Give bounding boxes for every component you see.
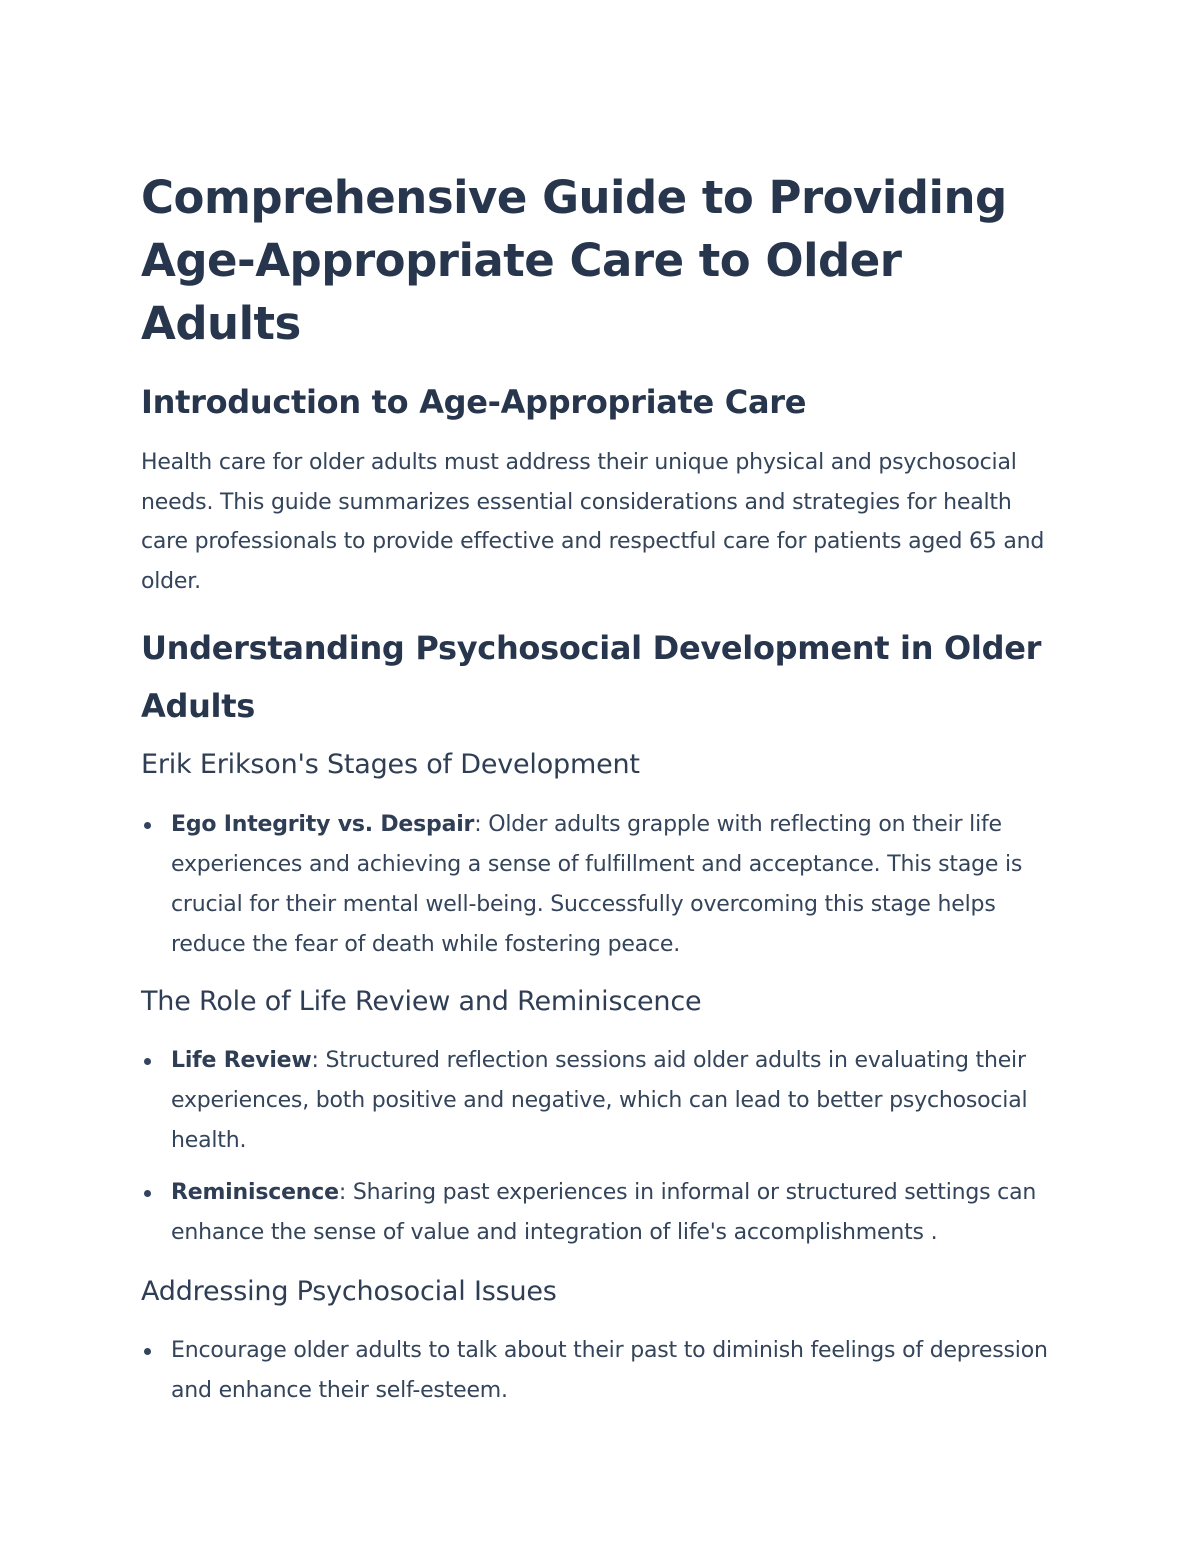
list-item-term: Life Review [171, 1048, 312, 1073]
document-title: Comprehensive Guide to Providing Age-Appropriate Care to Older Adults [141, 171, 1007, 350]
list-item-term: Reminiscence [171, 1180, 339, 1205]
psychosocial-issues-list [141, 1331, 1060, 1411]
erikson-list [141, 805, 1060, 965]
intro-paragraph: Health care for older adults must address their unique physical and psychosocial needs. This guide summarizes essential considerations and strategies for health care professionals to provide effective and respectful care for patients aged 65 and older. [141, 450, 1045, 594]
list-item-text: : Structured reflection sessions aid older adults in evaluating their experiences, both positive and negative, which can lead to better psychosocial health. [171, 1048, 1028, 1153]
list-item [171, 1041, 1060, 1161]
psychosocial-issues-heading: Addressing Psychosocial Issues [141, 1276, 557, 1307]
life-review-list [141, 1041, 1060, 1253]
psychosocial-heading: Understanding Psychosocial Development in Older Adults [141, 629, 1042, 725]
bullet-icon [144, 1348, 151, 1355]
intro-heading: Introduction to Age-Appropriate Care [141, 383, 807, 421]
life-review-heading: The Role of Life Review and Reminiscence [141, 986, 702, 1017]
bullet-icon [144, 1190, 151, 1197]
list-item [171, 1331, 1060, 1411]
list-item-term: Ego Integrity vs. Despair [171, 812, 475, 837]
bullet-icon [144, 1058, 151, 1065]
list-item [171, 805, 1060, 965]
list-item [171, 1173, 1060, 1253]
erikson-heading: Erik Erikson's Stages of Development [141, 749, 640, 780]
list-item-text: : Sharing past experiences in informal or structured settings can enhance the sense of value and integration of life's accomplishments . [171, 1180, 1037, 1245]
list-item-text: Encourage older adults to talk about their past to diminish feelings of depression and enhance their self-esteem. [171, 1338, 1048, 1403]
bullet-icon [144, 822, 151, 829]
list-item-text: : Older adults grapple with reflecting on their life experiences and achieving a sense of fulfillment and acceptance. This stage is crucial for their mental well-being. Successfully overcoming this stage helps reduce the fear of death while fostering peace. [171, 812, 1023, 957]
